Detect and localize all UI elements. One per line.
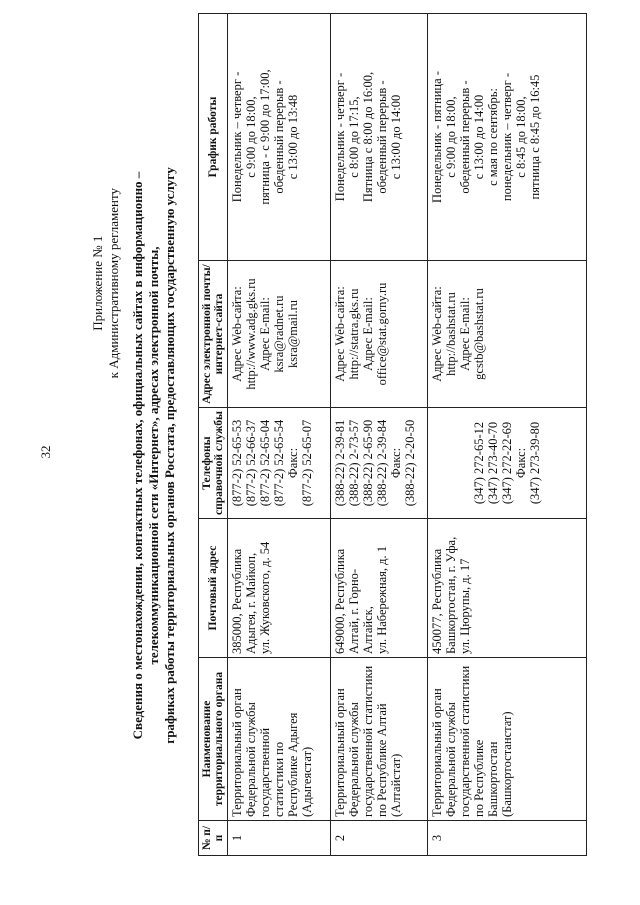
spacer <box>458 411 472 515</box>
header-name: Наименование территориального органа <box>199 658 228 821</box>
title-line-2: телекоммуникационной сети «Интернет», адресах электронной почты, <box>146 246 161 665</box>
row-number: 2 <box>331 821 428 856</box>
text-line: Адыгея, г. Майкоп, <box>244 552 258 654</box>
web-email <box>228 261 331 408</box>
header-hours: График работы <box>199 14 228 261</box>
text-line: (388-22) 2-39-84 <box>375 419 389 507</box>
text-line: Федеральной службы <box>444 702 458 817</box>
text-line: Адрес Web-сайта: <box>230 286 244 382</box>
text-line: (877-2) 52-65-07 <box>300 419 314 507</box>
website-link[interactable]: http://www.adg.gks.ru <box>244 278 258 390</box>
postal-address <box>331 519 428 658</box>
email-link[interactable]: ksra@radnet.ru <box>272 295 286 373</box>
text-line: Башкортостан, г. Уфа, <box>444 536 458 654</box>
text-line: 450077, Республика <box>430 548 444 654</box>
text-line: государственной <box>258 727 272 817</box>
text-line: обеденный перерыв - <box>272 80 286 194</box>
text-line: Республике Адыгея <box>286 712 300 817</box>
table-row <box>331 14 428 856</box>
text-line: (347) 272-65-12 <box>472 421 486 505</box>
rotated-page-content <box>86 43 556 868</box>
text-line: (877-2) 52-66-37 <box>244 419 258 507</box>
text-line: (388-22) 2-39-81 <box>333 419 347 507</box>
text-line: (Алтайстат) <box>389 753 403 817</box>
text-line: (388-22) 2-20-50 <box>403 419 417 507</box>
text-line: ул. Жуковского, д. 54 <box>258 541 272 654</box>
work-schedule <box>331 14 428 261</box>
text-line: по Республике Алтай <box>375 703 389 817</box>
header-num: № п/п <box>199 821 228 856</box>
phone-numbers <box>428 408 587 519</box>
text-line: с 8:45 до 18:00, <box>514 96 528 178</box>
text-line: Адрес Web-сайта: <box>430 286 444 382</box>
title-line-3: графиках работы территориальных органов Росстата, предоставляющих государственную услугу <box>162 167 177 744</box>
header-web: Адрес электронной почты/ интернет-сайта <box>199 261 228 408</box>
office-name <box>331 658 428 821</box>
text-line: пятница с 8:45 до 16:45 <box>528 74 542 200</box>
office-name <box>228 658 331 821</box>
spacer <box>430 411 444 515</box>
text-line: (347) 273-40-70 <box>486 421 500 505</box>
text-line: статистики по <box>272 741 286 817</box>
text-line: (877-2) 52-65-54 <box>272 419 286 507</box>
table-row <box>228 14 331 856</box>
email-link[interactable]: office@stat.gorny.ru <box>375 282 389 386</box>
phone-numbers <box>331 408 428 519</box>
website-link[interactable]: http://statra.gks.ru <box>347 288 361 380</box>
text-line: (388-22) 2-65-90 <box>361 419 375 507</box>
text-line: Территориальный орган <box>333 688 347 817</box>
text-line: Адрес Web-сайта: <box>333 286 347 382</box>
text-line: Адрес E-mail: <box>361 297 375 371</box>
email-link[interactable]: gcstb@bashstat.ru <box>472 288 486 380</box>
appendix-line-1: Приложение № 1 <box>90 235 105 331</box>
text-line: с 13:00 до 13:48 <box>286 94 300 180</box>
web-email <box>428 261 587 408</box>
text-line: с 9:00 до 18:00, <box>244 96 258 178</box>
text-line: ул. Набережная, д. 1 <box>375 545 389 654</box>
page-number: 32 <box>38 445 53 459</box>
text-line: государственной статистики <box>361 665 375 817</box>
row-number: 1 <box>228 821 331 856</box>
text-line: Башкортостан <box>486 741 500 817</box>
text-line: по Республике <box>472 739 486 817</box>
text-line: с 8:00 до 17:15, <box>347 96 361 178</box>
text-line: Факс: <box>389 447 403 479</box>
text-line: пятница - с 9:00 до 17:00, <box>258 69 272 205</box>
text-line: (877-2) 52-65-53 <box>230 419 244 507</box>
text-line: Факс: <box>286 447 300 479</box>
office-name <box>428 658 587 821</box>
text-line: с 13:00 до 14:00 <box>472 94 486 180</box>
table-header-row <box>199 14 228 856</box>
text-line: 649000, Республика <box>333 548 347 654</box>
text-line: ул. Цюрупы, д. 17 <box>458 558 472 654</box>
text-line: с 13:00 до 14:00 <box>389 94 403 180</box>
row-number: 3 <box>428 821 587 856</box>
appendix-line-2: к Административному регламенту <box>106 188 121 379</box>
text-line: Алтай, г. Горно- <box>347 568 361 654</box>
spacer <box>444 411 458 515</box>
text-line: Понедельник – четверг - <box>230 71 244 203</box>
header-phones: Телефоны справочной службы <box>199 408 228 519</box>
text-line: (Адыгеястат) <box>300 746 314 817</box>
text-line: Адрес E-mail: <box>258 297 272 371</box>
text-line: Адрес E-mail: <box>458 297 472 371</box>
text-line: Алтайск, <box>361 606 375 654</box>
postal-address <box>228 519 331 658</box>
email-link[interactable]: ksra@mail.ru <box>286 299 300 369</box>
text-line: Факс: <box>514 447 528 479</box>
text-line: Территориальный орган <box>230 688 244 817</box>
text-line: (347) 272-22-69 <box>500 421 514 505</box>
text-line: Федеральной службы <box>244 702 258 817</box>
appendix-note <box>90 188 122 378</box>
text-line: с мая по сентябрь: <box>486 88 500 186</box>
document-title <box>130 43 178 868</box>
offices-table <box>198 13 587 856</box>
text-line: (877-2) 52-65-04 <box>258 419 272 507</box>
text-line: Понедельник - пятница - <box>430 71 444 203</box>
website-link[interactable]: http://bashstat.ru <box>444 292 458 376</box>
text-line: государственной статистики <box>458 665 472 817</box>
text-line: обеденный перерыв - <box>458 80 472 194</box>
text-line: (347) 273-39-80 <box>528 421 542 505</box>
header-address: Почтовый адрес <box>199 519 228 658</box>
work-schedule <box>428 14 587 261</box>
text-line: 385000, Республика <box>230 548 244 654</box>
text-line: с 9:00 до 18:00, <box>444 96 458 178</box>
text-line: обеденный перерыв - <box>375 80 389 194</box>
table-row <box>428 14 587 856</box>
postal-address <box>428 519 587 658</box>
web-email <box>331 261 428 408</box>
title-line-1: Сведения о местонахождении, контактных телефонах, официальных сайтах в информационно – <box>130 171 145 740</box>
phone-numbers <box>228 408 331 519</box>
text-line: Федеральной службы <box>347 702 361 817</box>
text-line: понедельник – четверг - <box>500 72 514 202</box>
work-schedule <box>228 14 331 261</box>
text-line: Понедельник - четверг - <box>333 72 347 202</box>
text-line: (Башкортостанстат) <box>500 711 514 817</box>
text-line: Территориальный орган <box>430 688 444 817</box>
text-line: (388-22) 2-73-57 <box>347 419 361 507</box>
text-line: Пятница с 8:00 до 16:00, <box>361 71 375 203</box>
